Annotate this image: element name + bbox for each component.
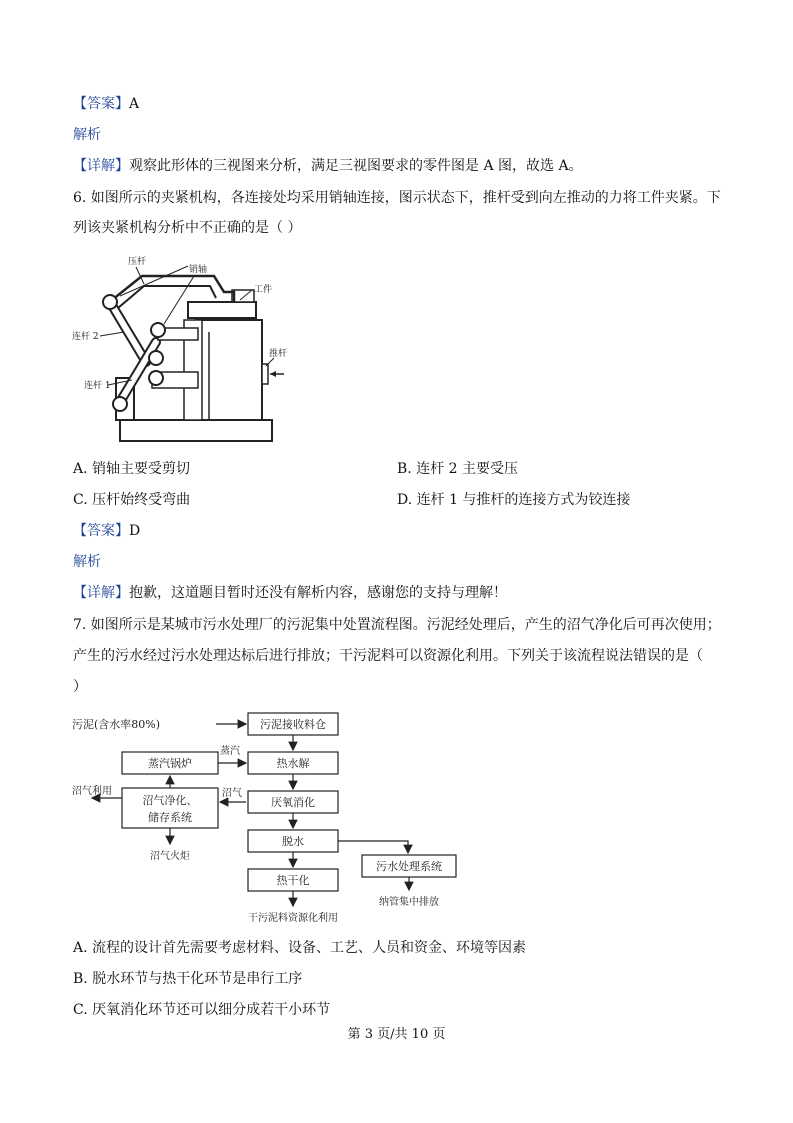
q7-option-c: C. 厌氧消化环节还可以细分成若干小环节 — [73, 1002, 331, 1018]
flow-boiler: 蒸汽锅炉 — [148, 757, 192, 770]
detail-text: 抱歉，这道题目暂时还没有解析内容，感谢您的支持与理解！ — [129, 585, 507, 601]
page-footer: 第 3 页/共 10 页 — [347, 1027, 446, 1042]
label-liangan2: 连杆 2 — [72, 332, 99, 342]
flow-dry-use: 干污泥料资源化利用 — [248, 913, 338, 924]
answer-value: A — [129, 96, 140, 112]
answer-line-5 — [73, 94, 139, 114]
answer-label: 【答案】 — [73, 96, 129, 112]
detail-label: 【详解】 — [73, 585, 129, 601]
flow-hydrolysis: 热水解 — [276, 757, 310, 770]
detail-line-6 — [73, 583, 507, 603]
flow-biogas-use: 沼气利用 — [72, 786, 112, 797]
q6-stem-line2: 列该夹紧机构分析中不正确的是（ ） — [73, 220, 302, 236]
flow-dewater: 脱水 — [282, 835, 304, 848]
analysis-label: 解析 — [73, 127, 101, 143]
detail-text: 观察此形体的三视图来分析，满足三视图要求的零件图是 A 图，故选 A。 — [129, 158, 583, 174]
flow-purify-line1: 沼气净化、 — [142, 794, 198, 807]
q7-option-b: B. 脱水环节与热干化环节是串行工序 — [73, 971, 303, 987]
flow-torch: 沼气火炬 — [150, 851, 190, 862]
sludge-flow-diagram — [70, 710, 470, 935]
flow-biogas: 沼气 — [222, 788, 242, 799]
q7-stem-line1: 7. 如图所示是某城市污水处理厂的污泥集中处置流程图。污泥经处理后，产生的沼气净化后可再次使用； — [73, 617, 721, 633]
answer-value: D — [129, 523, 141, 539]
answer-line-6 — [73, 521, 140, 541]
label-liangan1: 连杆 1 — [84, 381, 111, 391]
detail-line-5 — [73, 156, 583, 176]
q6-option-d: D. 连杆 1 与推杆的连接方式为铰连接 — [397, 492, 631, 508]
answer-label: 【答案】 — [73, 523, 129, 539]
flow-dry: 热干化 — [276, 874, 310, 887]
label-gongjian: 工件 — [254, 285, 273, 295]
q6-stem-line1: 6. 如图所示的夹紧机构，各连接处均采用销轴连接，图示状态下，推杆受到向左推动的力将工件夹紧。下 — [73, 190, 721, 206]
flow-steam: 蒸汽 — [220, 746, 240, 757]
q6-option-a: A. 销轴主要受剪切 — [73, 461, 191, 477]
q7-stem-line2: 产生的污水经过污水处理达标后进行排放；干污泥料可以资源化利用。下列关于该流程说法错误的是（ — [73, 648, 703, 664]
flow-discharge: 纳管集中排放 — [379, 897, 439, 908]
flow-receive: 污泥接收料仓 — [260, 718, 326, 731]
label-xiaozhou: 销轴 — [189, 265, 208, 275]
analysis-label: 解析 — [73, 554, 101, 570]
detail-label: 【详解】 — [73, 158, 129, 174]
flow-input: 污泥(含水率80%) — [72, 718, 161, 731]
q6-option-b: B. 连杆 2 主要受压 — [397, 461, 518, 477]
q7-stem-line3: ） — [73, 679, 87, 695]
flow-anaerobic: 厌氧消化 — [271, 796, 315, 809]
label-yagan: 压杆 — [128, 257, 147, 267]
q6-option-c: C. 压杆始终受弯曲 — [73, 492, 191, 508]
clamp-mechanism-figure — [64, 252, 288, 447]
flow-purify-line2: 储存系统 — [148, 811, 192, 824]
q7-option-a: A. 流程的设计首先需要考虑材料、设备、工艺、人员和资金、环境等因素 — [73, 940, 527, 956]
label-tuigan: 推杆 — [269, 349, 288, 359]
flow-sewage: 污水处理系统 — [376, 860, 442, 873]
